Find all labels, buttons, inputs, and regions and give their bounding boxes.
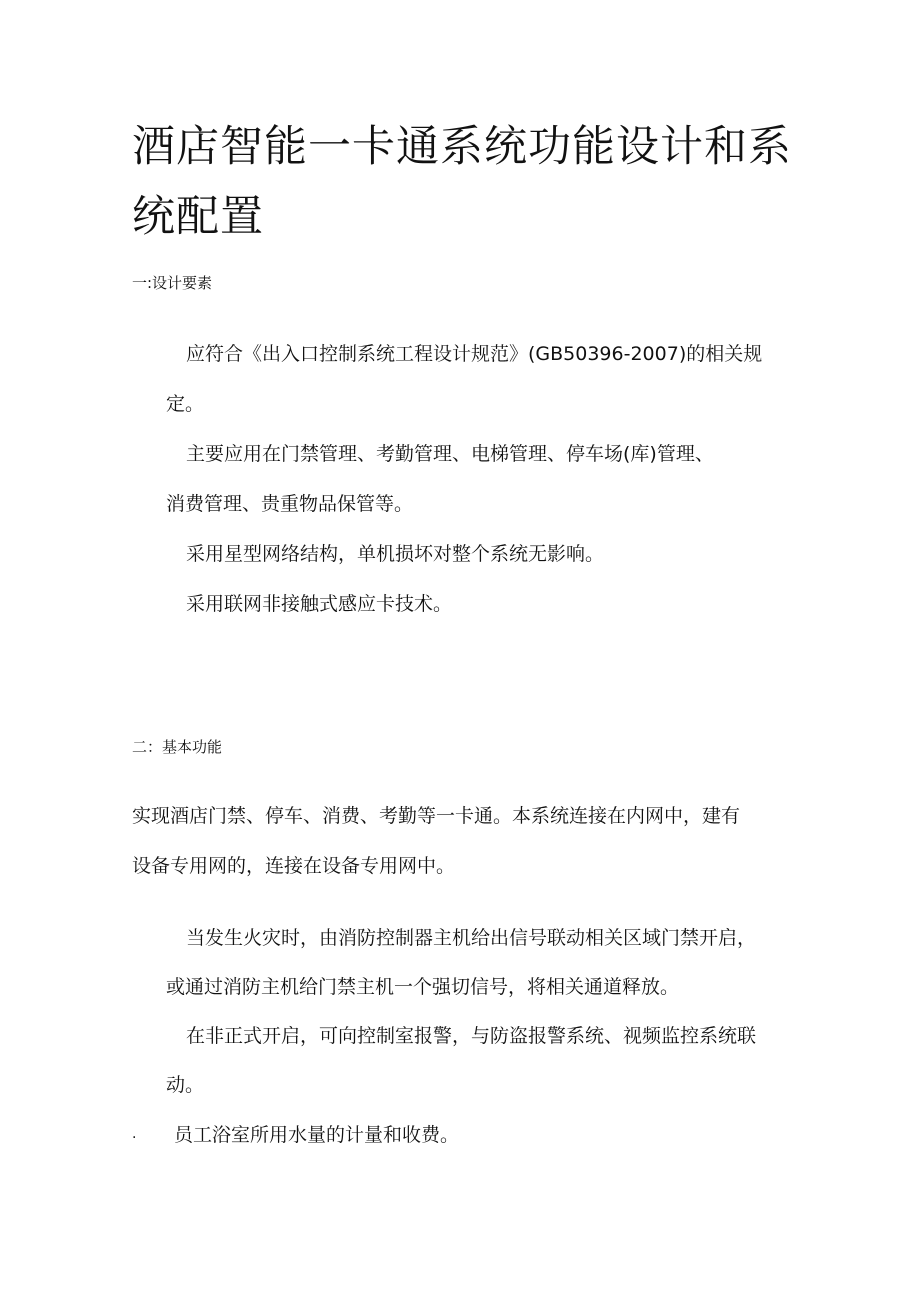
paragraph-line: 员工浴室所用水量的计量和收费。 bbox=[174, 1124, 460, 1146]
section-heading-design-elements: 一:设计要素 bbox=[132, 274, 213, 292]
document-title: 酒店智能一卡通系统功能设计和系统配置 bbox=[132, 122, 792, 242]
paragraph-line: 实现酒店门禁、停车、消费、考勤等一卡通。本系统连接在内网中，建有 bbox=[132, 805, 741, 827]
paragraph-line: 设备专用网的，连接在设备专用网中。 bbox=[132, 855, 456, 877]
paragraph-line: 定。 bbox=[166, 393, 205, 415]
paragraph-line: 采用星型网络结构，单机损坏对整个系统无影响。 bbox=[186, 543, 605, 565]
paragraph-line: 应符合《出入口控制系统工程设计规范》(GB50396-2007)的相关规 bbox=[186, 343, 763, 365]
paragraph-line: 主要应用在门禁管理、考勤管理、电梯管理、停车场(库)管理、 bbox=[186, 443, 714, 465]
paragraph-line: 动。 bbox=[166, 1074, 205, 1096]
section-heading-basic-functions: 二：基本功能 bbox=[132, 738, 223, 756]
paragraph-line: 消费管理、贵重物品保管等。 bbox=[166, 493, 414, 515]
paragraph-line: 或通过消防主机给门禁主机一个强切信号，将相关通道释放。 bbox=[166, 976, 680, 998]
paragraph-line: 采用联网非接触式感应卡技术。 bbox=[186, 593, 453, 615]
list-bullet: . bbox=[132, 1126, 137, 1142]
paragraph-line: 在非正式开启，可向控制室报警，与防盗报警系统、视频监控系统联 bbox=[186, 1025, 757, 1047]
paragraph-line: 当发生火灾时，由消防控制器主机给出信号联动相关区域门禁开启， bbox=[186, 927, 757, 949]
